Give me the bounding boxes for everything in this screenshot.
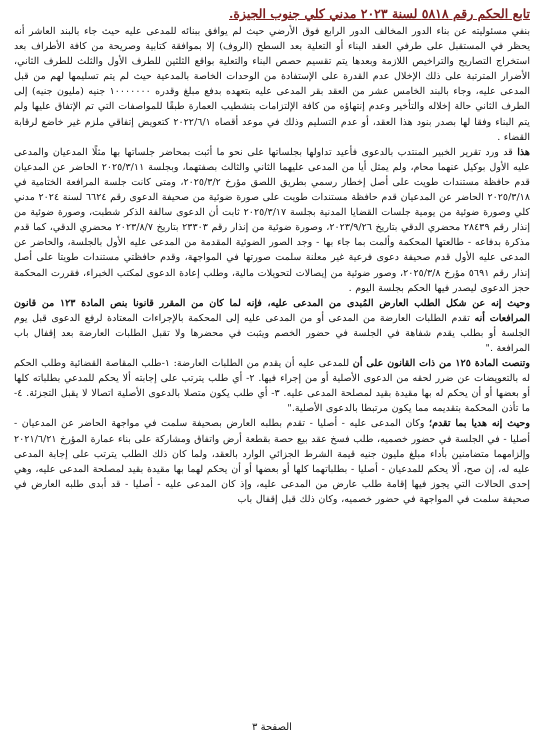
paragraph-2-text: قد ورد تقرير الخبير المنتدب بالدعوى فأعيد تداولها بجلساتها على نحو ما أثبت بمحاضر جلساتها بها مثلًا المدعيان والمدعى عليه الأول بوكيل عنهما محام، ولم يمثل أيا من المدعى عليهما الثاني والثالث بصفتهما، وبجلسة ٢٠٢٥/٣/١١ الحاضر عن المدعيان قدم حافظة مستندات طويت على أصل إخطار رسمي بطريق اللصق مؤرخ ٢٠٢٥/٣/٢، ومتى كانت جلسة المرافعة الختامية في ٢٠٢٥/٣/١٨ الحاضر عن المدعيان قدم حافظة مستندات طويت على صورة ضوئية من صحيفة الدعوى رقم ٦٦٢٤ لسنة ٢٠٢٤ مدني كلي وصورة ضوئية من يومية جلسات القضايا المدنية بجلسة ٢٠٢٥/٣/١٧ ثابت أن الدعوى سالفة الذكر شطبت، وصورة ضوئية من إنذار رقم ٢٨٤٣٩ محضري الدقي بتاريخ ٢٠٢٣/٩/٢٦، وصورة ضوئية من إنذار رقم ٢٣٣٠٣ بتاريخ ٢٠٢٣/٨/٧ محضري الدقي، كما قدم مذكرة بدفاعه - طالعتها المحكمة وألمت بما جاء بها - وجد الصور الضوئية المقدمة من المدعى عليه الأول بالجلسة، والحاضر عن المدعى عليه الأول قدم صحيفة دعوى فرعية غير معلنة سلمت صورتها في المواجهة، وقدم حافظتي مستندات طويتا على أصل إنذار رقم ٥٦٩١ مؤرخ ٢٠٢٥/٣/٨، وصور ضوئية من إيصالات لتحويلات مالية، وطلب إعادة الدعوى لمكتب الخبراء، فقررت المحكمة حجز الدعوى ليصدر فيها الحكم بجلسة اليوم . bbox=[14, 146, 531, 294]
paragraph-2 bbox=[14, 145, 530, 296]
paragraph-4 bbox=[14, 356, 530, 416]
paragraph-3-lead: وحيث إنه عن شكل الطلب العارض المُبدى من المدعى عليه، فإنه لما كان من المقرر قانونا بنص المادة ١٢٣ من قانون المرافعات أنه bbox=[14, 297, 530, 324]
paragraph-1 bbox=[14, 24, 530, 145]
paragraph-3-text: تقدم الطلبات العارضة من المدعى أو من المدعى عليه إلى المحكمة بالإجراءات المعتادة لرفع الدعوى قبل يوم الجلسة أو بطلب يقدم شفاهة في الجلسة في حضور الخصم ويثبت في محضرها ولا تقبل الطلبات العارضة بعد إقفال باب المرافعة ." bbox=[14, 312, 530, 354]
paragraph-5-text: وكان المدعى عليه - أصليا - تقدم بطلبه العارض بصحيفة سلمت في مواجهة الحاضر عن المدعيان - أصليا - في الجلسة في حضور خصميه، طلب فسخ عقد بيع حصة بقطعة أرض واتفاق ومشاركة على بناء عمارة المؤرخ ٢٠٢١/٦/٢١ وإلزامهما متضامنين بأداء مبلغ مليون جنيه قيمة الشرط الجزائي الوارد بالعقد، ولما كان ذلك الطلب يترتب على إجابة المدعى عليه له، إن صح، ألا يحكم للمدعيان - أصليا - بطلباتهما كلها أو بعضها أو أن يحكم لهما بها مقيدة بقيد لمصلحة المدعى عليه، وهي إحدى الحالات التي يجوز فيها إقامة طلب عارض من المدعى عليه، وإذ كان المدعى عليه - أصليا - قد أبدى طلبه العارض في صحيفة سلمت في المواجهة في حضور خصميه، وكان ذلك قبل إقفال باب bbox=[14, 418, 530, 505]
page-number: الصفحة ٣ bbox=[252, 722, 292, 733]
paragraph-5-lead: وحيث إنه هديا بما تقدم؛ bbox=[429, 418, 530, 430]
document-title: تابع الحكم رقم ٥٨١٨ لسنة ٢٠٢٣ مدني كلي جنوب الجيزة. bbox=[229, 6, 530, 21]
paragraph-3 bbox=[14, 296, 530, 356]
paragraph-2-lead: هذا bbox=[517, 146, 530, 158]
paragraph-4-text: للمدعى عليه أن يقدم من الطلبات العارضة: ١-طلب المقاصة القضائية وطلب الحكم له بالتعويضات عن ضرر لحقه من الدعوى الأصلية أو من إجراء فيها. ٢- أي طلب يترتب على إجابته ألا يحكم للمدعي بطلباته كلها أو بعضها أو أن يحكم له بها مقيدة بقيد لمصلحة المدعى عليه. ٣- أي طلب يكون متصلا بالدعوى الأصلية اتصالا لا يقبل التجزئة. ٤- ما تأذن المحكمة بتقديمه مما يكون مرتبطا بالدعوى الأصلية." bbox=[14, 358, 530, 415]
paragraph-1-text: بنفي مسئوليته عن بناء الدور المخالف الدور الرابع فوق الأرضي حيث لم يوافق ببنائه للمدعى عليه حيث جاء بالبند العاشر أنه يحظر في المستقبل على طرفي العقد البناء أو التعلية بعد السطح (الروف) إلا بموافقة كتابية وصريحة من كافة الأطراف بعد استخراج التصاريح والتراخيص اللازمة وبعدها يتم تقسيم حصص البناء والتعلية بواقع الثلثين للطرف الأول والثلث للطرف الثاني، الأضرار المترتبة على ذلك الإخلال عدم القدرة على الإستفادة من الوحدات الخاصة بالمدعية حيث لم يتم تسليمها لهم من قبل المدعى عليه، وجاء بالبند الخامس عشر من العقد بقر المدعى عليه بتعهده بدفع مبلغ وقدره ١٠٠٠٠٠٠٠ جنيه (مليون جنيه) إلى الطرف الثاني حالة إخلاله والتأخير وعدم إنتهاؤه من كافة الإلتزامات بتشطيب العمارة طبقًا للمواصفات التي تم الإتفاق عليها ولم يتم البناء وفقا لها بصدر بنود هذا العقد، أو عدم التسليم وذلك في موعد أقصاه ٢٠٢٢/٦/١ كتعويض إتفاقي ملزم غير خاضع لرقابة القضاء . bbox=[14, 26, 530, 143]
paragraph-4-lead: وتنصت المادة ١٢٥ من ذات القانون على أن bbox=[352, 358, 530, 370]
paragraph-5 bbox=[14, 416, 530, 507]
